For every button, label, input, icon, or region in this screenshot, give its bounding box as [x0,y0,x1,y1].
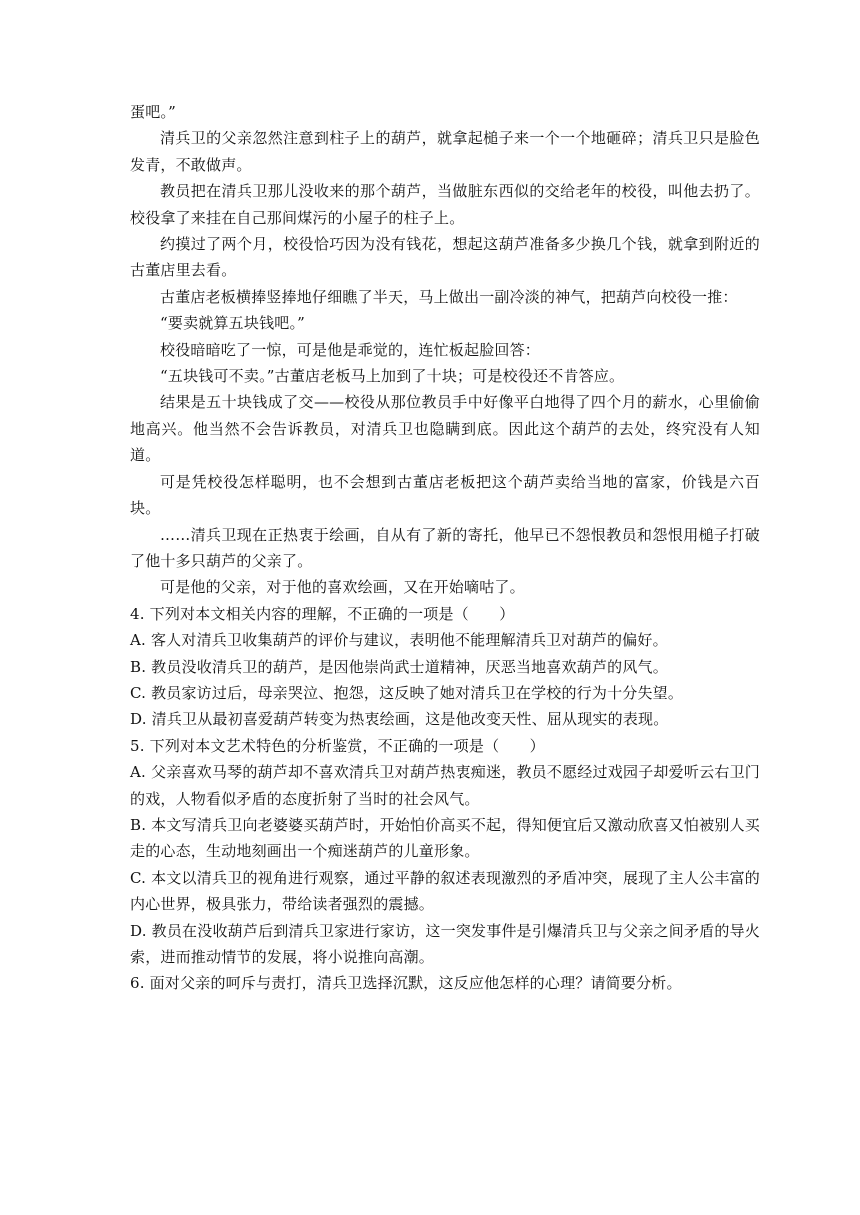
question-option: B. 教员没收清兵卫的葫芦，是因他崇尚武士道精神，厌恶当地喜欢葫芦的风气。 [130,657,668,676]
story-paragraph: 清兵卫的父亲忽然注意到柱子上的葫芦，就拿起槌子来一个一个地砸碎；清兵卫只是脸色发青，不敢做声。 [130,129,760,174]
story-paragraph: 蛋吧。” [130,103,176,121]
story-paragraph: “要卖就算五块钱吧。” [160,314,306,333]
story-paragraph: 校役暗暗吃了一惊，可是他是乖觉的，连忙板起脸回答： [160,340,541,359]
story-paragraph: 教员把在清兵卫那儿没收来的那个葫芦，当做脏东西似的交给老年的校役，叫他去扔了。校役拿了来挂在自己那间煤污的小屋子的柱子上。 [130,182,760,227]
story-paragraph: “五块钱可不卖。”古董店老板马上加到了十块；可是校役还不肯答应。 [160,367,625,386]
question-title: 5. 下列对本文艺术特色的分析鉴赏，不正确的一项是（ ） [130,736,545,755]
story-paragraph: 可是他的父亲，对于他的喜欢绘画，又在开始嘀咕了。 [160,578,525,597]
story-paragraph: 结果是五十块钱成了交——校役从那位教员手中好像平白地得了四个月的薪水，心里偷偷地高兴。他当然不会告诉教员，对清兵卫也隐瞒到底。因此这个葫芦的去处，终究没有人知道。 [130,393,760,465]
story-paragraph: 古董店老板横捧竖捧地仔细瞧了半天，马上做出一副冷淡的神气，把葫芦向校役一推： [160,287,738,306]
story-paragraph: 可是凭校役怎样聪明，也不会想到古董店老板把这个葫芦卖给当地的富家，价钱是六百块。 [130,472,760,518]
story-paragraph: 约摸过了两个月，校役恰巧因为没有钱花，想起这葫芦准备多少换几个钱，就拿到附近的古董店里去看。 [130,235,760,280]
question-option: D. 教员在没收葫芦后到清兵卫家进行家访，这一突发事件是引爆清兵卫与父亲之间矛盾的导火索，进而推动情节的发展，将小说推向高潮。 [130,921,760,966]
question-title: 4. 下列对本文相关内容的理解，不正确的一项是（ ） [130,604,515,623]
story-paragraph: ……清兵卫现在正热衷于绘画，自从有了新的寄托，他早已不怨恨教员和怨恨用槌子打破了他十多只葫芦的父亲了。 [130,525,760,570]
question-option: D. 清兵卫从最初喜爱葫芦转变为热衷绘画，这是他改变天性、屈从现实的表现。 [130,710,669,729]
question-option: C. 教员家访过后，母亲哭泣、抱怨，这反映了她对清兵卫在学校的行为十分失望。 [130,683,684,702]
question-title: 6. 面对父亲的呵斥与责打，清兵卫选择沉默，这反应他怎样的心理？请简要分析。 [130,974,682,993]
document-page [130,99,760,997]
question-6 [130,970,760,996]
story-excerpt [130,99,760,601]
question-option: C. 本文以清兵卫的视角进行观察，通过平静的叙述表现激烈的矛盾冲突，展现了主人公丰富的内心世界，极具张力，带给读者强烈的震撼。 [130,868,760,914]
question-option: A. 父亲喜欢马琴的葫芦却不喜欢清兵卫对葫芦热衷痴迷，教员不愿经过戏园子却爱听云右卫门的戏，人物看似矛盾的态度折射了当时的社会风气。 [130,763,760,808]
question-option: B. 本文写清兵卫向老婆婆买葫芦时，开始怕价高买不起，得知便宜后又激动欣喜又怕被别人买走的心态，生动地刻画出一个痴迷葫芦的儿童形象。 [130,815,760,861]
question-4 [130,601,760,733]
question-5 [130,733,760,971]
question-option: A. 客人对清兵卫收集葫芦的评价与建议，表明他不能理解清兵卫对葫芦的偏好。 [130,631,668,650]
